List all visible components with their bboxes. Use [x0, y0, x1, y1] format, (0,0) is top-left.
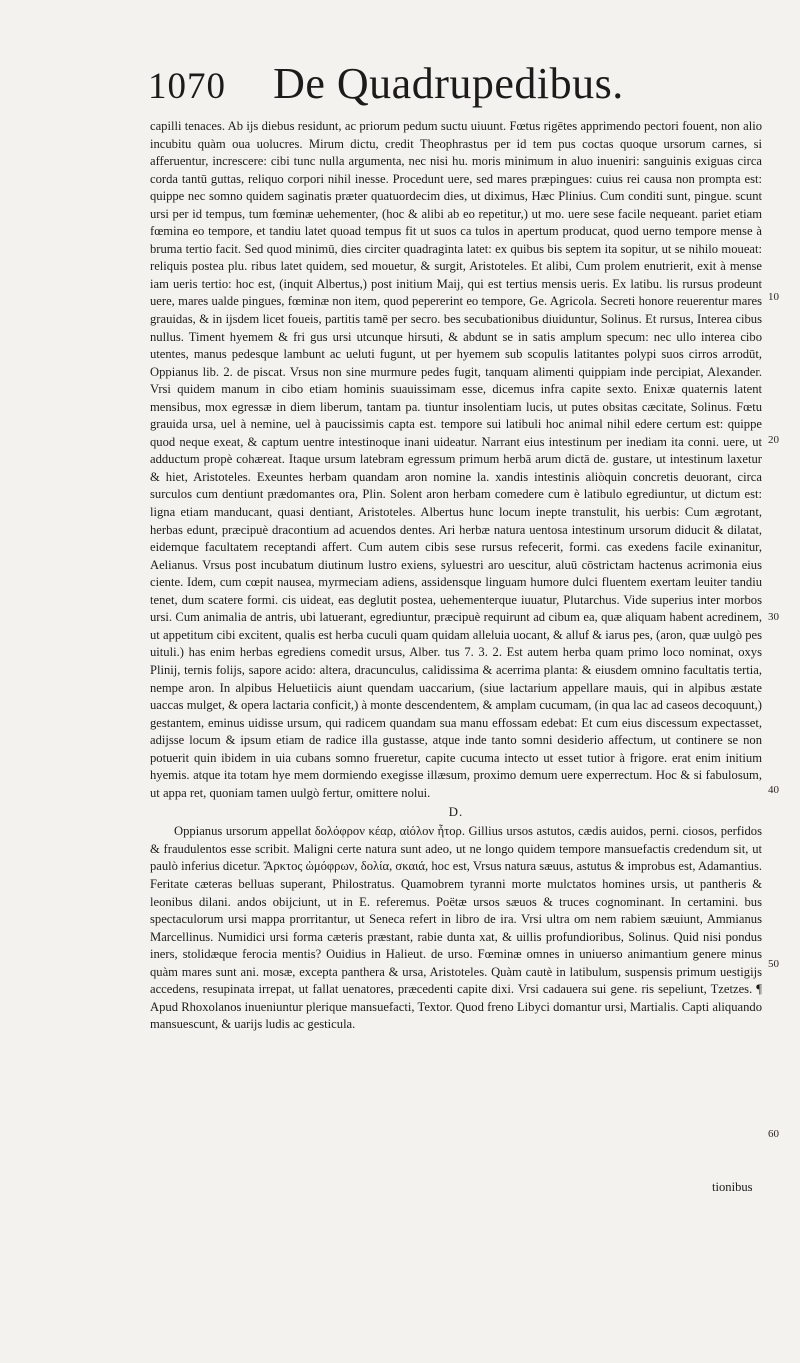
margin-line-number: 30 — [768, 611, 779, 623]
page-header — [148, 58, 788, 118]
margin-line-number: 50 — [768, 958, 779, 970]
running-title: De Quadrupedibus. — [273, 59, 624, 108]
body-paragraph-2: Oppianus ursorum appellat δολόφρον κέαρ, αἰόλον ἦτορ. Gillius ursos astutos, cædis auidos, perni. ciosos, perfidos & fraudulentos esse scribit. Maligni certe natura sunt adeo, ut ne longo quidem tempore mansuefactis credendum sit, ut paulò inferius dicetur. Ἄρκτος ὠμόφρων, δολία, σκαιά, hoc est, Vrsus natura sæuus, astutus & improbus est, Adamantius. Feritate cæteras belluas superant, Philostratus. Quamobrem tyranni morte mulctatos homines ursis, ut pantheris & leonibus dilani. andos obijciunt, ut in E. referemus. Poëtæ ursos sæuos & truces cognominant. In certamini. bus spectaculorum ursi mappa prorritantur, ut Seneca refert in libro de ira. Vrsi ultra om nem rabiem sæuiunt, Ammianus Marcellinus. Numidici ursi forma cæteris præstant, rabie dunta xat, & uillis profundioribus, Solinus. Quid nisi pondus iners, stolidæque ferocia mentis? Ouidius in Halieut. de urso. Fœminæ omnes in uniuerso animantium genere minus quàm mares sunt ani. mosæ, excepta panthera & ursa, Aristoteles. Quàm cautè in latibulum, suspensis primum uestigijs accedens, resupinata irrepat, ut fallat uenatores, præcedenti capite dixi. Vrsi cadauera sui gene. ris sepeliunt, Tzetzes. ¶ Apud Rhoxolanos inueniuntur plerique mansuefacti, Textor. Quod freno Libyci domantur ursi, Martialis. Capti aliquando mansuescunt, & uarijs ludis ac gesticula. — [150, 824, 762, 1032]
page-number: 1070 — [148, 66, 226, 107]
page-body-text — [150, 118, 762, 1034]
margin-line-number: 10 — [768, 291, 779, 303]
margin-line-number: 20 — [768, 434, 779, 446]
margin-line-number: 40 — [768, 784, 779, 796]
body-paragraph-1: capilli tenaces. Ab ijs diebus residunt, ac priorum pedum suctu uiuunt. Fœtus rigētes apprimendo pectori fouent, non alio incubitu quàm oua uolucres. Mirum dictu, credit Theophrastus per id tem pus coctas quoque ursorum carnes, si afferuentur, increscere: cibi tunc nulla argumenta, nec nisi hu. moris minimum in aluo inueniri: sanguinis exiguas circa corda tantū guttas, reliquo corpori nihil inesse. Procedunt uere, sed mares præpingues: cuius rei causa non prompta est: quippe nec somno quidem saginatis præter quatuordecim dies, ut diximus, Hæc Plinius. Cum conditi sunt, pingue. scunt ursi per id tempus, tum fœminæ uehementer, (hoc & alibi ab eo repetitur,) ut mo. uere sese facile nequeant. pariet etiam fœmina eo tempore, et tandiu latet quoad tempus fit ut suos ca tulos in apertum producat, quod uerno tempore mense à bruma tertio facit. Sed quod minimū, dies circiter quadraginta latet: ex quibus bis septem ita sopitur, ut se nihilo moueat: reliquis postea plu. ribus latet quidem, sed mouetur, & surgit, Aristoteles. Et alibi, Cum prolem enutrierit, exit à mense iam ueris tertio: hoc est, (inquit Albertus,) post initium Maij, qui est tertius mensis ueris. Ex latibu. lis rursus prodeunt uere, mares ualde pingues, fœminæ non item, quod pepererint eo tempore, Ge. Agricola. Secreti honore reuerentur mares grauidas, & in ijsdem licet foueis, partitis tamē per secro. bes secubationibus diuiduntur, Solinus. Et rursus, Interea cibus nullus. Timent hyemem & fri gus ursi utcunque hirsuti, & abdunt se in satis amplum specum: nec ullo interea cibo utentes, manus pedesque lambunt ac ueluti fugunt, ut per hyemem sub scopulis latitantes polypi suos cirros arrodūt, Oppianus lib. 2. de piscat. Vrsus non sine murmure pedes fugit, tanquam alimenti quippiam inde percipiat, Alexander. Vrsi quidem manum in cibo etiam hominis suauissimam esse, dicemus infra capite sexto. Enixæ quaternis latent mensibus, mox egressæ in diem liberum, tantam pa. tiuntur insolentiam lucis, ut putes obsitas cæcitate, Solinus. Fœtu grauida ursa, uel à nemine, uel à paucissimis capta est. tempore sui latibuli hoc animal nihil edere certum est: quippe quod neque exeat, & captum uentre intestinoque inani uideatur. Narrant eius intestinum per inediam ita conni. uere, ut adductum propè cohæreat. Itaque ursum latebram egressum primum herbā arum dictā de. gustare, ut intestinum laxetur & hiet, Aristoteles. Exeuntes herbam quandam aron nomine la. xandis intestinis aliòquin concretis deuorant, circa surculos cum dentiunt prædomantes ora, Plin. Solent aron herbam comedere cum è latibulo egrediuntur, ut dictum est: ligna etiam manducant, quasi dentiant, Aristoteles. Albertus hunc locum inepte transtulit, his uerbis: Cum ægrotant, herbas edunt, præcipuè dracontium ad acuendos dentes. Ari herbæ natura uentosa intestinum ursorum diducit & dilatat, eidemque facultatem receptandi affert. Cum autem cibis sese rursus refecerit, formi. cas exedens facile exinanitur, Aelianus. Vrsus post incubatum diutinum lustro exiens, syluestri aro uescitur, aluū cōstrictam hactenus acrimonia eius ciente. Idem, cum cœpit nausea, myrmeciam adiens, assidensque linguam humore dulci fluentem exertam leuiter tandiu tenet, dum scatere formi. cis uideat, eas deglutit postea, uehementerque iuuatur, Plutarchus. Vide superius inter morbos ursi. Cum animalia de antris, ubi latuerant, egrediuntur, præcipuè requirunt ad cibum ea, quæ aliquam habent acredinem, ut appetitum cibi excitent, qualis est herba cuculi quam quidam alleluia uocant, & alluf & iarus pes, (aron, quæ uulgò pes uituli.) has enim herbas egrediens comedit ursus, Alber. tus 7. 3. 2. Est autem herba quam primo loco nominat, oxys Plinij, ternis folijs, sapore acido: altera, dracunculus, calidissima & acerrima planta: & eiusdem omnino facultatis tertia, nempe aron. In alpibus Heluetiicis aiunt quendam uaccarium, (siue lactarium appellare mauis, qui in alpibus æstate uaccas mulget, & opera lactaria conficit,) à monte descendentem, & amplam cucumam, (in qua lac ad caseos decoquunt,) gestantem, eminus uidisse ursum, qui radicem quandam sua manu effossam edebat: Et cum eius discessum expectasset, adijsse locum & ipsum etiam de radice illa gustasse, atque inde tanto somni desiderio affectum, ut continere se non potuerit quin ibidem in uia cubans somno frueretur, capite cucuma intecto ut esset tutior à frigore. erat enim initium hyemis. atque ita totam hye mem dormiendo exegisse illæsum, proximo demum uere experrectum. Hoc & si fabulosum, ut appa ret, quoniam tamen uulgò fertur, omittere nolui. — [150, 119, 762, 800]
section-mark: D. — [448, 804, 464, 820]
margin-line-number: 60 — [768, 1128, 779, 1140]
catchword: tionibus — [712, 1180, 753, 1194]
